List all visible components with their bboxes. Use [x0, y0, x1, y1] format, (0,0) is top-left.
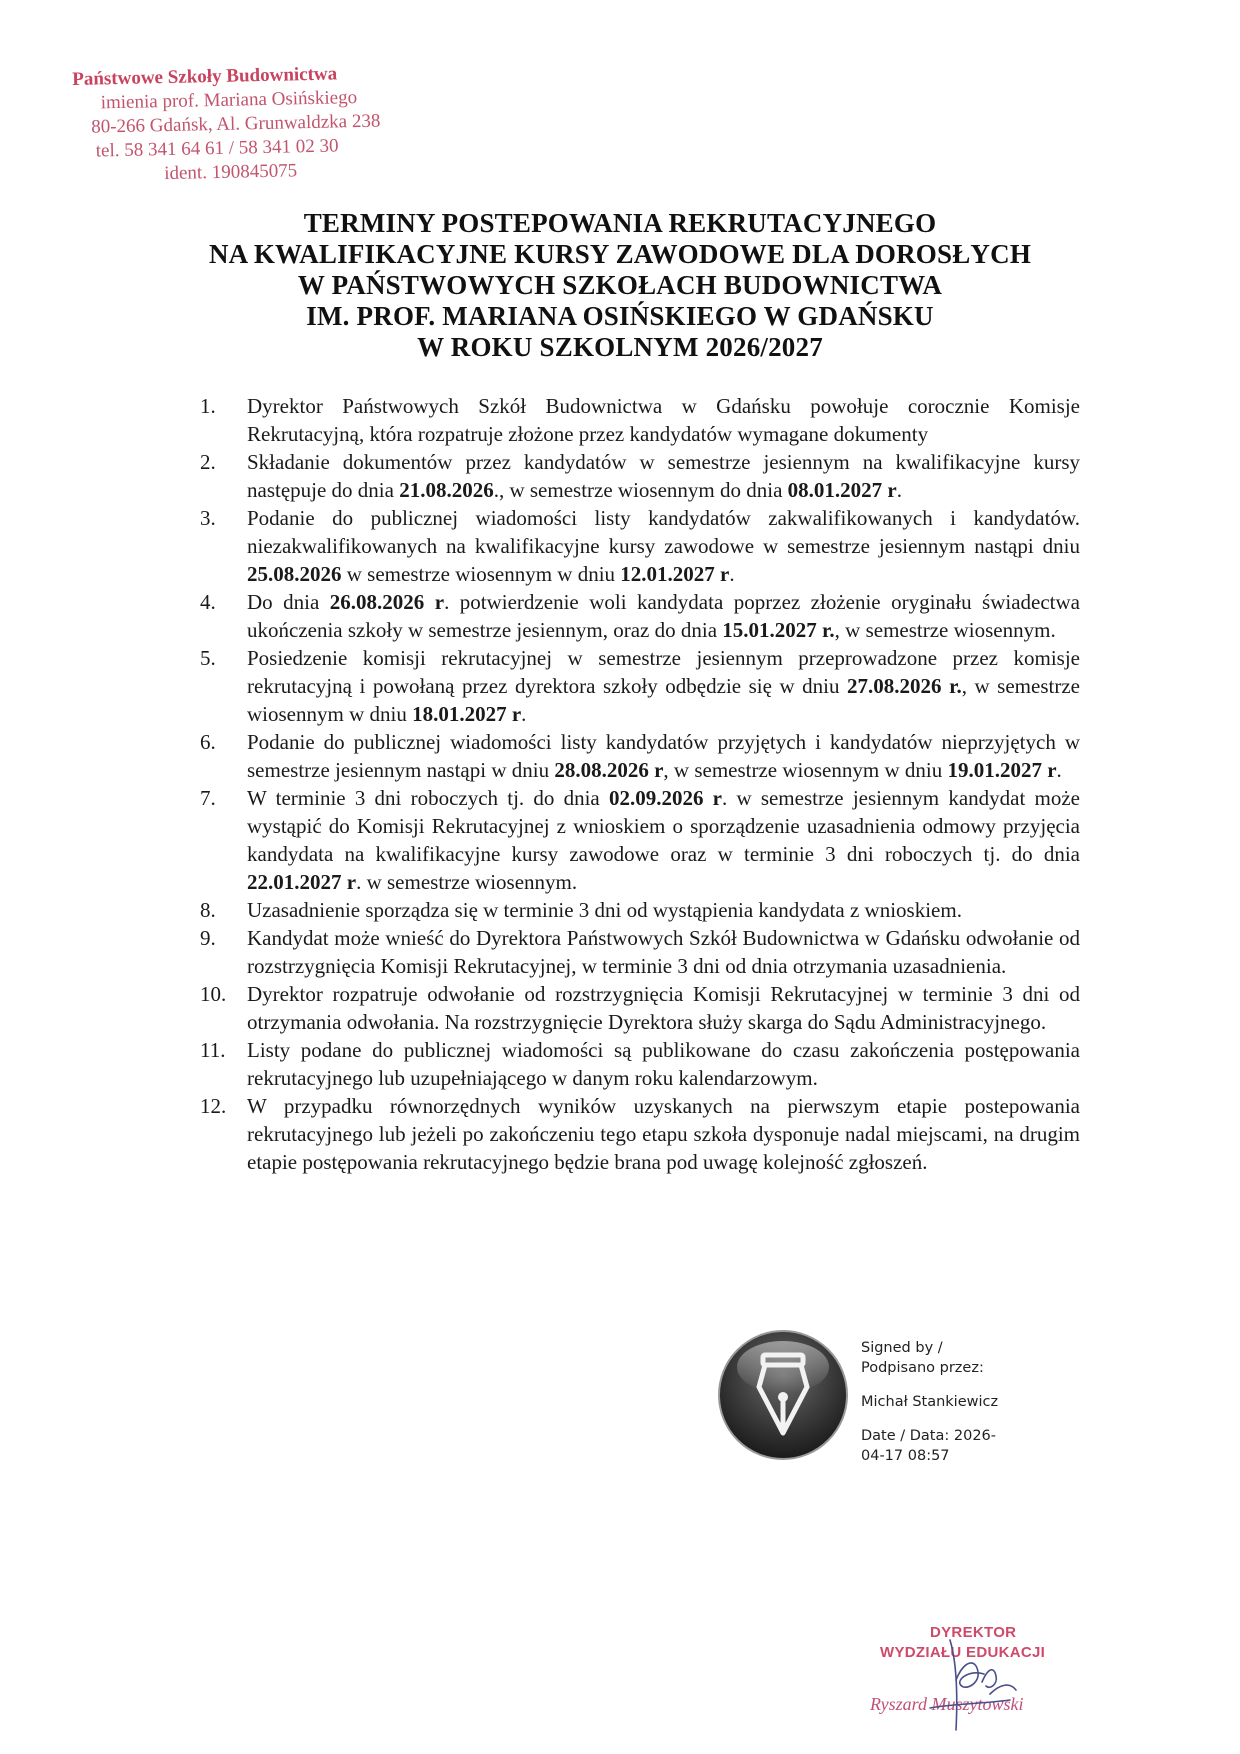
list-item-number: 2. — [200, 450, 216, 474]
list-item-date: 19.01.2027 r — [947, 758, 1057, 782]
list-item — [200, 896, 1080, 924]
school-stamp — [72, 61, 404, 188]
title-line: TERMINY POSTEPOWANIA REKRUTACYJNEGO — [303, 208, 937, 238]
signed-by-label-pl: Podpisano przez: — [861, 1360, 984, 1376]
stamp-line-address: 80-266 Gdańsk, Al. Grunwaldzka 238 — [91, 110, 381, 138]
title-line: IM. PROF. MARIANA OSIŃSKIEGO W GDAŃSKU — [306, 301, 934, 331]
list-item — [200, 392, 1080, 448]
director-stamp-department: WYDZIAŁU EDUKACJI — [880, 1644, 1046, 1661]
director-stamp — [860, 1620, 1080, 1740]
list-item-number: 1. — [200, 394, 216, 418]
list-item-text: Do dnia — [247, 590, 330, 614]
list-item-text: W terminie 3 dni roboczych tj. do dnia — [247, 786, 609, 810]
document-title — [0, 208, 1240, 363]
list-item-text: . w semestrze jesiennym kandydat może wystąpić do Komisji Rekrutacyjnej z wnioskiem o sporządzenie uzasadnienia odmowy przyjęcia kandydata na kwalifikacyjne kursy zawodowe oraz w terminie 3 dni roboczych tj. do dnia — [247, 786, 1080, 866]
director-stamp-name: Ryszard Muszytowski — [870, 1694, 1024, 1714]
list-item-text: . — [896, 478, 902, 502]
rules-list — [200, 392, 1080, 1176]
list-item-number: 9. — [200, 926, 216, 950]
list-item — [200, 1092, 1080, 1176]
list-item-date: 02.09.2026 r — [608, 786, 722, 810]
list-item-text: Kandydat może wnieść do Dyrektora Państwowych Szkół Budownictwa w Gdańsku odwołanie od rozstrzygnięcia Komisji Rekrutacyjnej, w terminie 3 dni od dnia otrzymania uzasadnienia. — [247, 926, 1080, 978]
list-item-date: 21.08.2026 — [399, 478, 494, 502]
stamp-line-name: Państwowe Szkoły Budownictwa — [72, 63, 338, 90]
list-item-text: , w semestrze wiosennym w dniu — [247, 674, 1080, 726]
list-item — [200, 448, 1080, 504]
list-item-text: ., w semestrze wiosennym do dnia — [493, 478, 788, 502]
title-line: W PAŃSTWOWYCH SZKOŁACH BUDOWNICTWA — [297, 270, 943, 300]
list-item-text: Posiedzenie komisji rekrutacyjnej w semestrze jesiennym przeprowadzone przez komisje rekrutacyjną i powołaną przez dyrektora szkoły odbędzie się w dniu — [247, 646, 1080, 698]
list-item-date: 25.08.2026 — [247, 562, 342, 586]
stamp-line-phone: tel. 58 341 64 61 / 58 341 02 30 — [95, 135, 339, 162]
list-item-number: 6. — [200, 730, 216, 754]
list-item — [200, 784, 1080, 896]
list-item-date: 12.01.2027 r — [620, 562, 730, 586]
list-item-text: , w semestrze wiosennym w dniu — [663, 758, 948, 782]
stamp-line-patron: imienia prof. Mariana Osińskiego — [100, 87, 358, 114]
stamp-line-ident: ident. 190845075 — [164, 160, 298, 185]
list-item-date: 26.08.2026 r — [329, 590, 445, 614]
list-item-date: 27.08.2026 r. — [847, 674, 962, 698]
list-item-text: Uzasadnienie sporządza się w terminie 3 dni od wystąpienia kandydata z wnioskiem. — [247, 898, 962, 922]
director-stamp-title: DYREKTOR — [930, 1624, 1017, 1641]
list-item-number: 3. — [200, 506, 216, 530]
list-item-text: W przypadku równorzędnych wyników uzyskanych na pierwszym etapie postepowania rekrutacyjnego lub jeżeli po zakończeniu tego etapu szkoła dysponuje nadal miejscami, na drugim etapie postępowania rekrutacyjnego będzie brana pod uwagę kolejność zgłoszeń. — [247, 1094, 1080, 1174]
list-item — [200, 1036, 1080, 1092]
list-item-date: 28.08.2026 r — [554, 758, 664, 782]
list-item-number: 5. — [200, 646, 216, 670]
list-item-text: . — [1056, 758, 1062, 782]
list-item-date: 15.01.2027 r. — [722, 618, 835, 642]
signature-date-cont: 04-17 08:57 — [861, 1448, 950, 1464]
list-item-text: w semestrze wiosennym w dniu — [341, 562, 621, 586]
list-item-number: 7. — [200, 786, 216, 810]
list-item-text: . w semestrze wiosennym. — [356, 870, 578, 894]
list-item-date: 18.01.2027 r — [412, 702, 522, 726]
list-item — [200, 644, 1080, 728]
list-item — [200, 588, 1080, 644]
list-item — [200, 728, 1080, 784]
list-item-number: 11. — [200, 1038, 226, 1062]
list-item — [200, 980, 1080, 1036]
list-item-number: 10. — [200, 982, 227, 1006]
list-item-text: . potwierdzenie woli kandydata poprzez złożenie oryginału świadectwa ukończenia szkoły w semestrze jesiennym, oraz do dnia — [247, 590, 1080, 642]
list-item-text: Podanie do publicznej wiadomości listy kandydatów zakwalifikowanych i kandydatów. niezakwalifikowanych na kwalifikacyjne kursy zawodowe w semestrze jesiennym nastąpi dniu — [247, 506, 1080, 558]
list-item-text: . — [729, 562, 735, 586]
list-item-number: 4. — [200, 590, 216, 614]
list-item — [200, 924, 1080, 980]
list-item-number: 8. — [200, 898, 216, 922]
list-item-text: , w semestrze wiosennym. — [834, 618, 1056, 642]
list-item-date: 08.01.2027 r — [787, 478, 897, 502]
list-item-text: Dyrektor Państwowych Szkół Budownictwa w Gdańsku powołuje corocznie Komisje Rekrutacyjną, która rozpatruje złożone przez kandydatów wymagane dokumenty — [247, 394, 1080, 446]
list-item-text: Składanie dokumentów przez kandydatów w semestrze jesiennym na kwalifikacyjne kursy następuje do dnia — [247, 450, 1080, 502]
signed-by-label: Signed by / — [861, 1340, 943, 1356]
signature-date: Date / Data: 2026- — [861, 1428, 997, 1444]
list-item — [200, 504, 1080, 588]
list-item-text: . — [521, 702, 527, 726]
list-item-text: Listy podane do publicznej wiadomości są publikowane do czasu zakończenia postępowania rekrutacyjnego lub uzupełniającego w danym roku kalendarzowym. — [247, 1038, 1080, 1090]
list-item-number: 12. — [200, 1094, 227, 1118]
signer-name: Michał Stankiewicz — [861, 1394, 999, 1410]
title-line: W ROKU SZKOLNYM 2026/2027 — [417, 332, 823, 362]
list-item-text: Podanie do publicznej wiadomości listy kandydatów przyjętych i kandydatów nieprzyjętych w semestrze jesiennym nastąpi w dniu — [247, 730, 1080, 782]
handwritten-signature — [860, 1620, 1080, 1740]
digital-signature-pen-icon — [715, 1327, 851, 1463]
list-item-date: 22.01.2027 r — [247, 870, 357, 894]
title-line: NA KWALIFIKACYJNE KURSY ZAWODOWE DLA DOROSŁYCH — [208, 239, 1032, 269]
signature-info — [861, 1338, 1051, 1466]
list-item-text: Dyrektor rozpatruje odwołanie od rozstrzygnięcia Komisji Rekrutacyjnej w terminie 3 dni od otrzymania odwołania. Na rozstrzygnięcie Dyrektora służy skarga do Sądu Administracyjnego. — [247, 982, 1080, 1034]
